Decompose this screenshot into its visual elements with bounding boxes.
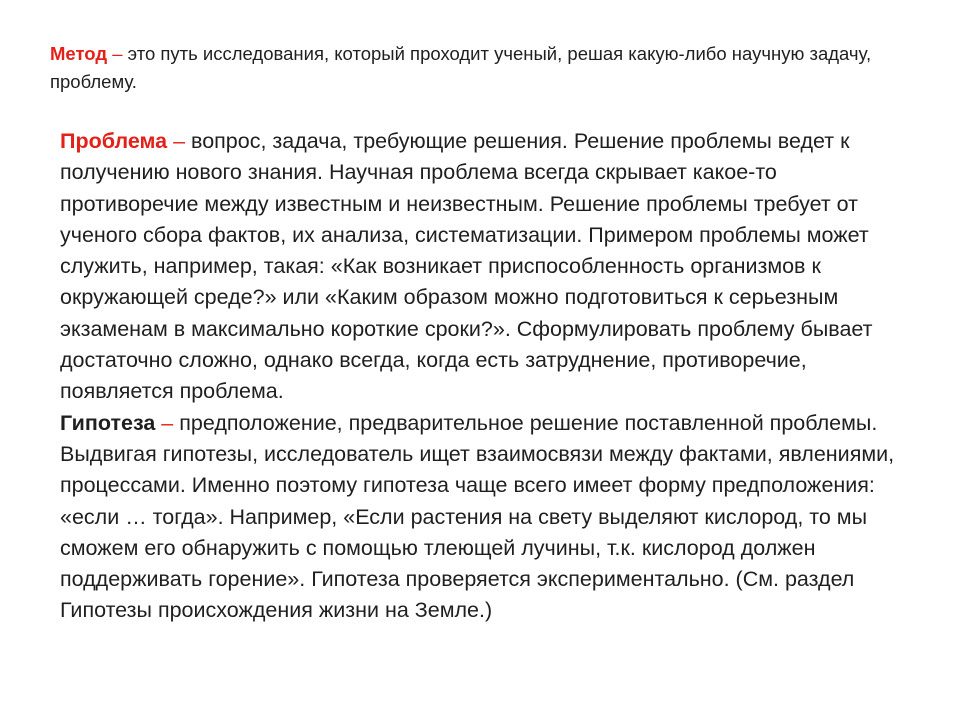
main-text-block (60, 126, 920, 627)
problem-text: вопрос, задача, требующие решения. Решение проблемы ведет к получению нового знания. Научная проблема всегда скрывает какое-то противоречие между известным и неизвестным. Решение проблемы требует от ученого сбора фактов, их анализа, систематизации. Примером проблемы может служить, например, такая: «Как возникает приспособленность организмов к окружающей среде?» или «Каким образом можно подготовиться к серьезным экзаменам в максимально короткие сроки?». Сформулировать проблему бывает достаточно сложно, однако всегда, когда есть затруднение, противоречие, появляется проблема. (60, 129, 873, 404)
hypothesis-term: Гипотеза (60, 410, 156, 435)
problem-dash: – (173, 129, 186, 153)
method-text: это путь исследования, который проходит ученый, решая какую-либо научную задачу, проблему. (50, 43, 872, 92)
hypothesis-paragraph (60, 408, 920, 627)
method-dash: – (112, 43, 123, 64)
hypothesis-dash: – (161, 410, 174, 435)
problem-paragraph (60, 126, 920, 408)
method-definition (50, 40, 900, 96)
method-term: Метод (50, 43, 108, 64)
hypothesis-text: предположение, предварительное решение поставленной проблемы. Выдвигая гипотезы, исследователь ищет взаимосвязи между фактами, явлениями, процессами. Именно поэтому гипотеза чаще всего имеет форму предположения: «если … тогда». Например, «Если растения на свету выделяют кислород, то мы сможем его обнаружить с помощью тлеющей лучины, т.к. кислород должен поддерживать горение». Гипотеза проверяется экспериментально. (См. раздел Гипотезы происхождения жизни на Земле.) (60, 410, 895, 623)
problem-term: Проблема (60, 129, 168, 153)
